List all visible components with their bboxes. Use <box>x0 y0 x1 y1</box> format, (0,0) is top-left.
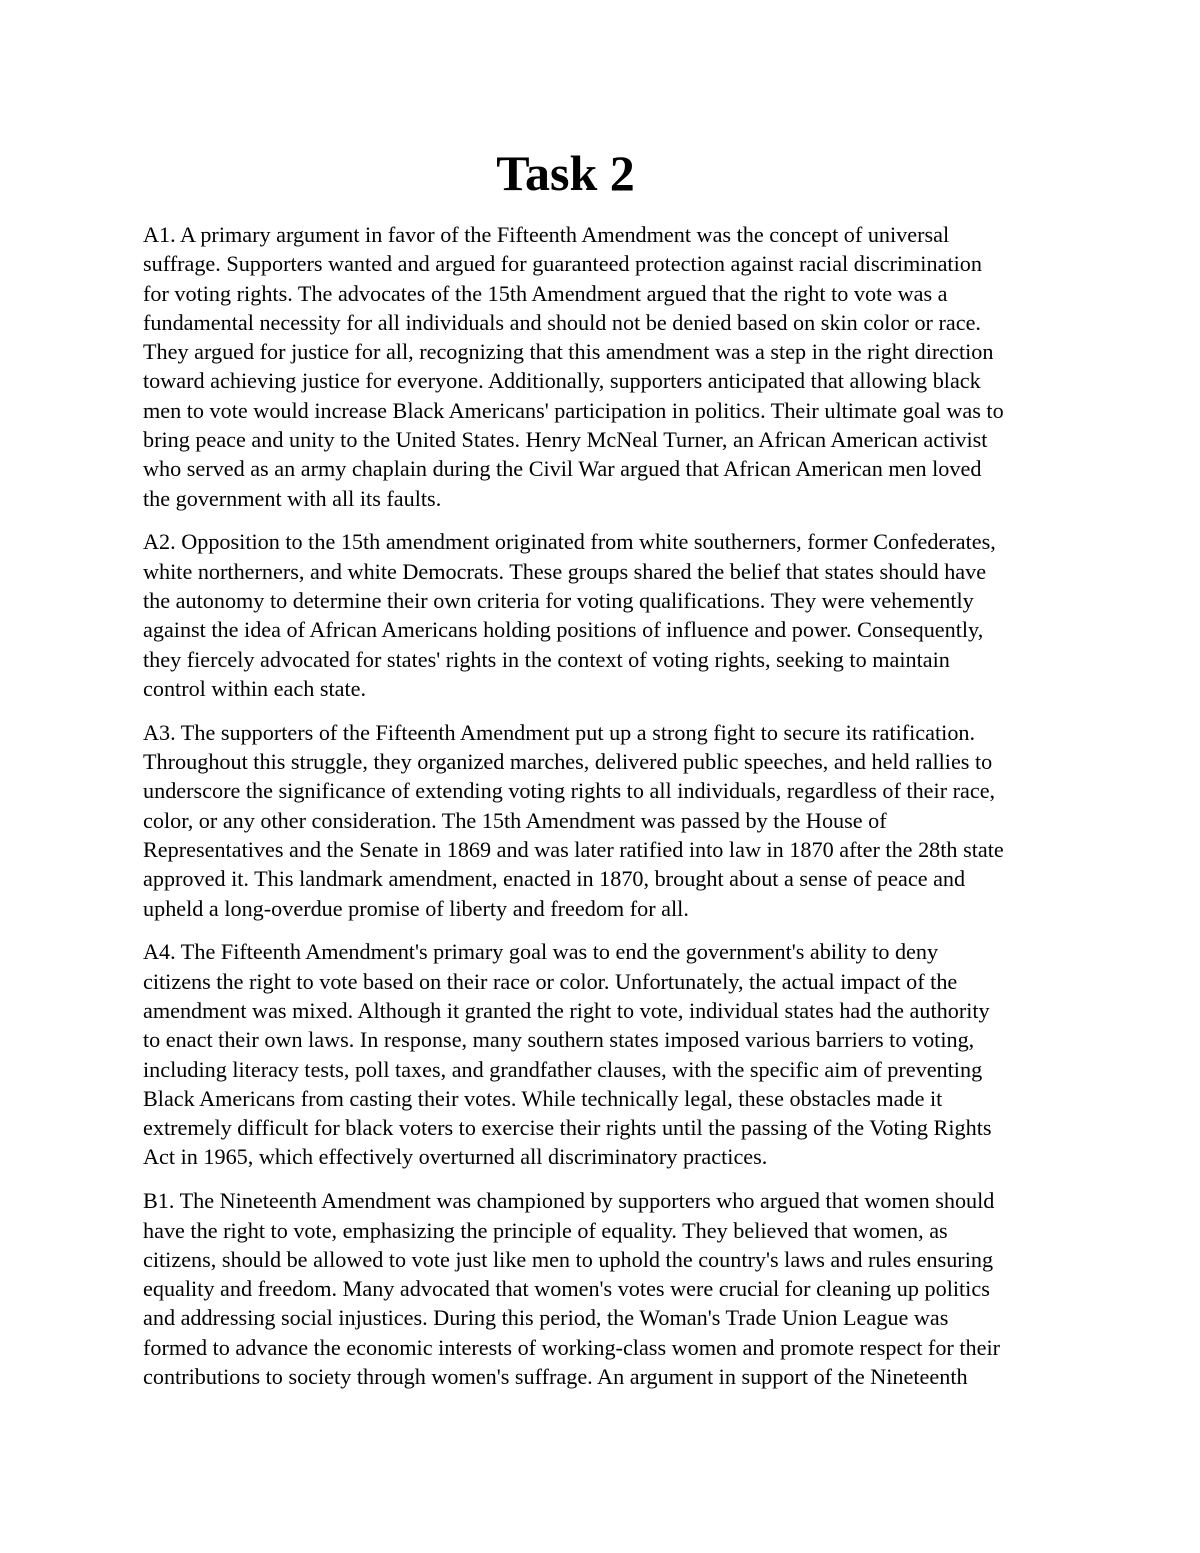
paragraph-line: Black Americans from casting their votes. While technically legal, these obstacles made it <box>143 1085 943 1111</box>
paragraph-line: A3. The supporters of the Fifteenth Amendment put up a strong fight to secure its ratification. <box>143 719 976 745</box>
paragraph-line: white northerners, and white Democrats. These groups shared the belief that states should have <box>143 558 987 584</box>
paragraph-line: control within each state. <box>143 675 367 701</box>
paragraph-line: toward achieving justice for everyone. Additionally, supporters anticipated that allowing black <box>143 368 981 394</box>
paragraph-line: who served as an army chaplain during the Civil War argued that African American men loved <box>143 456 982 482</box>
paragraph <box>143 527 1063 703</box>
paragraph-line: citizens, should be allowed to vote just like men to uphold the country's laws and rules ensuring <box>143 1246 994 1272</box>
paragraph-line: A1. A primary argument in favor of the Fifteenth Amendment was the concept of universal <box>143 222 950 247</box>
paragraph-line: equality and freedom. Many advocated that women's votes were crucial for cleaning up politics <box>143 1276 990 1302</box>
paragraph <box>143 220 1063 513</box>
paragraph-line: the autonomy to determine their own criteria for voting qualifications. They were vehemently <box>143 588 974 614</box>
paragraph-line: and addressing social injustices. During this period, the Woman's Trade Union League was <box>143 1305 949 1331</box>
paragraph-line: Act in 1965, which effectively overturned all discriminatory practices. <box>143 1144 768 1170</box>
paragraph <box>143 937 1063 1171</box>
paragraph-line: have the right to vote, emphasizing the principle of equality. They believed that women, as <box>143 1217 948 1243</box>
paragraph-line: against the idea of African Americans holding positions of influence and power. Consequently, <box>143 617 984 643</box>
paragraph-line: amendment was mixed. Although it granted the right to vote, individual states had the authority <box>143 997 990 1023</box>
paragraph-line: they fiercely advocated for states' rights in the context of voting rights, seeking to maintain <box>143 646 950 672</box>
paragraph-line: bring peace and unity to the United States. Henry McNeal Turner, an African American activist <box>143 427 988 453</box>
paragraph-line: for voting rights. The advocates of the 15th Amendment argued that the right to vote was a <box>143 280 948 306</box>
paragraph <box>143 1186 1063 1391</box>
page-title: Task 2 <box>496 145 635 201</box>
paragraph-line: Representatives and the Senate in 1869 and was later ratified into law in 1870 after the 28th state <box>143 836 1004 862</box>
paragraph-line: the government with all its faults. <box>143 485 442 511</box>
paragraph-line: They argued for justice for all, recognizing that this amendment was a step in the right direction <box>143 339 994 365</box>
paragraph-line: A4. The Fifteenth Amendment's primary goal was to end the government's ability to deny <box>143 939 939 965</box>
paragraph-line: men to vote would increase Black Americans' participation in politics. Their ultimate goal was to <box>143 397 1004 423</box>
paragraph-line: A2. Opposition to the 15th amendment originated from white southerners, former Confederates, <box>143 529 996 555</box>
paragraph-line: color, or any other consideration. The 15th Amendment was passed by the House of <box>143 807 887 833</box>
paragraph-line: underscore the significance of extending voting rights to all individuals, regardless of their race, <box>143 778 996 804</box>
paragraph-line: fundamental necessity for all individuals and should not be denied based on skin color or race. <box>143 309 981 335</box>
paragraph-line: B1. The Nineteenth Amendment was championed by supporters who argued that women should <box>143 1188 995 1214</box>
paragraph-line: contributions to society through women's suffrage. An argument in support of the Nineteenth <box>143 1363 968 1389</box>
paragraph-line: approved it. This landmark amendment, enacted in 1870, brought about a sense of peace and <box>143 866 966 892</box>
paragraph-line: citizens the right to vote based on their race or color. Unfortunately, the actual impact of the <box>143 968 958 994</box>
paragraph-line: Throughout this struggle, they organized marches, delivered public speeches, and held rallies to <box>143 749 993 775</box>
document-body <box>143 220 1063 1406</box>
paragraph-line: to enact their own laws. In response, many southern states imposed various barriers to voting, <box>143 1027 975 1053</box>
paragraph <box>143 718 1063 923</box>
paragraph-line: extremely difficult for black voters to exercise their rights until the passing of the Voting Rights <box>143 1115 992 1141</box>
paragraph-line: formed to advance the economic interests of working-class women and promote respect for their <box>143 1334 1001 1360</box>
paragraph-line: including literacy tests, poll taxes, and grandfather clauses, with the specific aim of preventing <box>143 1056 983 1082</box>
paragraph-line: upheld a long-overdue promise of liberty and freedom for all. <box>143 895 689 921</box>
paragraph-line: suffrage. Supporters wanted and argued for guaranteed protection against racial discrimination <box>143 251 982 277</box>
